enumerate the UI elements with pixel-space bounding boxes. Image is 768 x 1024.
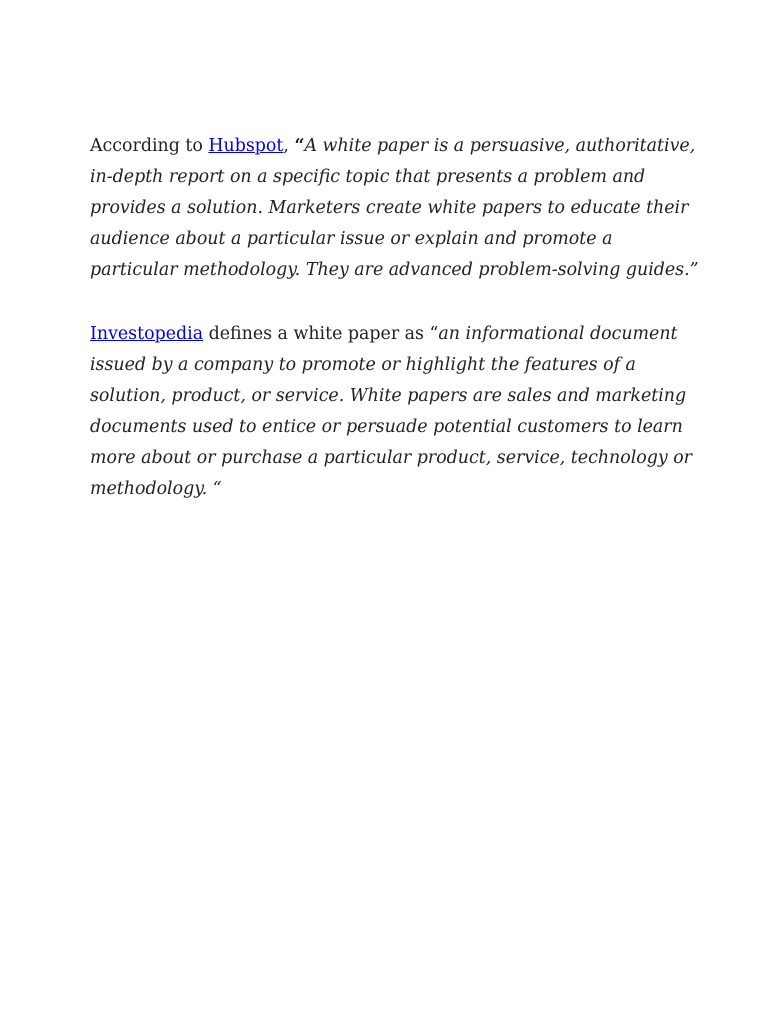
quote-line: provides a solution. Marketers create white papers to educate their [90,198,689,218]
intro-text: According to [90,136,209,156]
quote-line: audience about a particular issue or explain and promote a [90,229,613,249]
open-quote-mark: “ [294,136,305,156]
investopedia-link[interactable]: Investopedia [90,324,204,344]
quote-line: an informational document [438,324,678,344]
paragraph-line [90,319,690,350]
investopedia-definition-paragraph [90,319,690,505]
quote-line: issued by a company to promote or highlight the features of a [90,355,636,375]
quote-line: solution, product, or service. White papers are sales and marketing [90,386,687,406]
paragraph-line [90,131,696,162]
hubspot-definition-paragraph [90,131,699,286]
document-body [90,131,699,505]
quote-line: A white paper is a persuasive, authoritative, [304,136,696,156]
quote-line: particular methodology. They are advanced problem-solving guides.” [90,260,699,280]
quote-line: documents used to entice or persuade potential customers to learn [90,417,683,437]
link-trailing-text: defines a white paper as “ [203,324,439,344]
link-trailing-text: , [283,136,295,156]
hubspot-link[interactable]: Hubspot [208,136,284,156]
quote-line: in-depth report on a specific topic that presents a problem and [90,167,646,187]
quote-line: methodology. “ [90,479,222,499]
quote-line: more about or purchase a particular product, service, technology or [90,448,692,468]
